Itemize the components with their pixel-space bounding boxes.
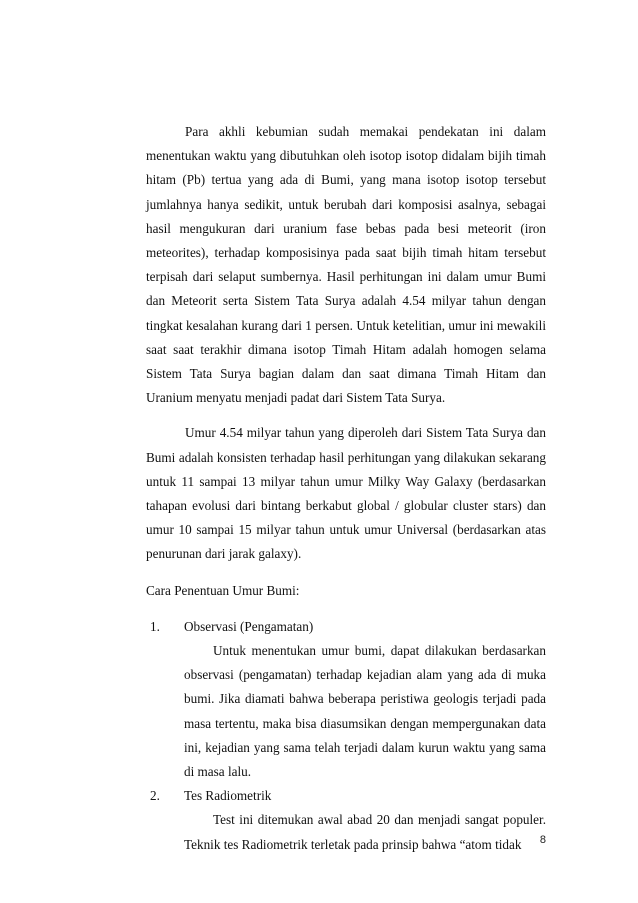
list-item-number: 1. xyxy=(150,618,160,634)
paragraph-age-consistency: Umur 4.54 milyar tahun yang diperoleh dari Sistem Tata Surya dan Bumi adalah konsisten terhadap hasil perhitungan yang dilakukan sekarang untuk 11 sampai 13 milyar tahun umur Milky Way Galaxy (berdasarkan tahapan evolusi dari bintang berkabut global / globular cluster stars) dan umur 10 sampai 15 milyar tahun untuk umur Universal (berdasarkan atas penurunan dari jarak galaxy). xyxy=(146,425,546,562)
list-item-title: Tes Radiometrik xyxy=(184,788,272,804)
page-number: 8 xyxy=(539,834,546,846)
list-item-body: Untuk menentukan umur bumi, dapat dilakukan berdasarkan observasi (pengamatan) terhadap kejadian alam yang ada di muka bumi. Jika diamati bahwa beberapa peristiwa geologis terjadi pada masa tertentu, maka bisa diasumsikan dengan mempergunakan data ini, kejadian yang sama telah terjadi dalam kurun waktu yang sama di masa lalu. xyxy=(184,643,546,780)
section-heading: Cara Penentuan Umur Bumi: xyxy=(146,582,300,598)
list-item-number: 2. xyxy=(150,788,160,804)
methods-list xyxy=(146,615,546,857)
list-item-title: Observasi (Pengamatan) xyxy=(184,618,314,634)
paragraph-lead-dating: Para akhli kebumian sudah memakai pendekatan ini dalam menentukan waktu yang dibutuhkan oleh isotop isotop didalam bijih timah hitam (Pb) tertua yang ada di Bumi, yang mana isotop isotop tersebut jumlahnya hanya sedikit, untuk berubah dari komposisi asalnya, sebagai hasil mengukuran dari uranium fase bebas pada besi meteorit (iron meteorites), terhadap komposisinya pada saat bijih timah hitam tersebut terpisah dari selaput sumbernya. Hasil perhitungan ini dalam umur Bumi dan Meteorit serta Sistem Tata Surya adalah 4.54 milyar tahun dengan tingkat kesalahan kurang dari 1 persen. Untuk ketelitian, umur ini mewakili saat saat terakhir dimana isotop Timah Hitam adalah homogen selama Sistem Tata Surya bagian dalam dan saat dimana Timah Hitam dan Uranium menyatu menjadi padat dari Sistem Tata Surya. xyxy=(146,124,546,406)
list-item-body: Test ini ditemukan awal abad 20 dan menjadi sangat populer. Teknik tes Radiometrik terletak pada prinsip bahwa “atom tidak xyxy=(184,812,546,852)
list-item-observasi xyxy=(146,615,546,784)
page-content xyxy=(146,120,546,857)
list-item-radiometrik xyxy=(146,784,546,857)
